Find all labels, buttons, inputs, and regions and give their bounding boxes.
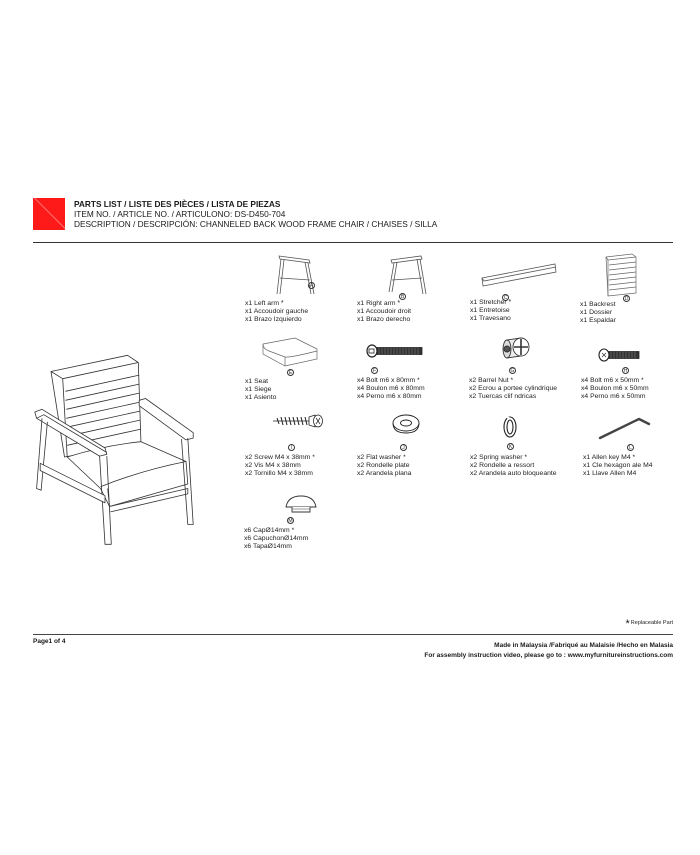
part-label-es: x1 Travesano bbox=[470, 315, 511, 323]
part-letter-a: A bbox=[309, 283, 314, 289]
part-label-fr: x2 Ecrou a portee cylindrique bbox=[469, 385, 558, 393]
part-label-en: x2 Spring washer * bbox=[470, 454, 528, 461]
part-label-en: x4 Bolt m6 x 50mm * bbox=[581, 377, 644, 384]
part-label-fr: x4 Boulon m6 x 50mm bbox=[581, 385, 649, 393]
part-label-fr: x1 Accoudoir gauche bbox=[245, 308, 309, 316]
item-description: DESCRIPTION / DESCRIPCIÓN: CHANNELED BACK WOOD FRAME CHAIR / CHAISES / SILLA bbox=[74, 219, 438, 229]
part-letter-g: G bbox=[510, 368, 515, 374]
footer-divider bbox=[33, 634, 673, 635]
part-letter-e: E bbox=[288, 370, 293, 376]
right-arm-icon bbox=[387, 252, 427, 296]
part-letter-c: C bbox=[503, 295, 508, 301]
replaceable-star-icon: * bbox=[625, 618, 630, 630]
part-label-en: x2 Barrel Nut * bbox=[469, 377, 514, 384]
part-letter-k: K bbox=[508, 444, 513, 450]
item-number: ITEM NO. / ARTICLE NO. / ARTICULONO: DS-D450-704 bbox=[74, 209, 286, 219]
stretcher-icon bbox=[480, 260, 560, 290]
part-label-en: x1 Right arm * bbox=[357, 300, 401, 307]
part-label-es: x2 Tornillo M4 x 38mm bbox=[245, 470, 313, 478]
part-label-es: x6 TapaØ14mm bbox=[244, 543, 292, 551]
part-letter-f: F bbox=[372, 368, 377, 374]
brand-logo-square bbox=[33, 198, 65, 230]
left-arm-icon bbox=[275, 252, 315, 296]
part-label-fr: x4 Boulon m6 x 80mm bbox=[357, 385, 425, 393]
part-letter-b: B bbox=[400, 294, 405, 300]
parts-list-title: PARTS LIST / LISTE DES PIÈCES / LISTA DE PIEZAS bbox=[74, 199, 281, 209]
part-label-es: x1 Espaldar bbox=[580, 317, 616, 325]
spring-washer-icon bbox=[501, 415, 519, 439]
backrest-icon bbox=[604, 253, 640, 297]
part-label-fr: x1 Accoudoir droit bbox=[357, 308, 412, 316]
part-letter-h: H bbox=[623, 368, 628, 374]
chair-illustration bbox=[33, 338, 213, 558]
part-letter-m: M bbox=[288, 518, 293, 524]
assembly-video-link[interactable]: For assembly instruction video, please go to : www.myfurnitureinstructions.com bbox=[424, 652, 673, 659]
part-label-fr: x1 Entretoise bbox=[470, 307, 510, 315]
part-letter-l: L bbox=[627, 444, 634, 451]
part-label-es: x2 Tuercas clif ndricas bbox=[469, 393, 537, 401]
part-label-es: x2 Arandela plana bbox=[357, 470, 412, 478]
page-indicator: Page1 of 4 bbox=[33, 638, 66, 645]
replaceable-part-note: *Replaceable Part bbox=[625, 618, 673, 630]
part-label-en: x1 Backrest bbox=[580, 301, 616, 308]
seat-icon bbox=[259, 335, 319, 369]
header-divider bbox=[33, 242, 673, 243]
bolt-80mm-icon bbox=[365, 344, 425, 358]
part-letter-j: J bbox=[400, 444, 407, 451]
part-label-es: x1 Brazo Izquierdo bbox=[245, 316, 302, 324]
part-label-es: x4 Perno m6 x 80mm bbox=[357, 393, 422, 401]
part-label-fr: x1 Siege bbox=[245, 386, 272, 394]
part-label-en: x4 Bolt m6 x 80mm * bbox=[357, 377, 420, 384]
bolt-50mm-icon bbox=[597, 348, 641, 362]
part-label-en: x1 Stretcher * bbox=[470, 299, 512, 306]
allen-key-icon bbox=[597, 414, 653, 442]
made-in-text: Made in Malaysia /Fabriqué au Malaisie /Hecho en Malasia bbox=[494, 642, 673, 649]
part-label-es: x2 Arandela auto bloqueante bbox=[470, 470, 557, 478]
part-label-en: x1 Left arm * bbox=[245, 300, 284, 307]
part-label-fr: x1 Dossier bbox=[580, 309, 613, 317]
part-label-es: x1 Brazo derecho bbox=[357, 316, 411, 324]
part-label-fr: x1 Cle hexagon ale M4 bbox=[583, 462, 653, 470]
part-label-en: x1 Allen key M4 * bbox=[583, 454, 636, 461]
part-label-fr: x6 CapuchonØ14mm bbox=[244, 535, 309, 543]
screw-icon bbox=[271, 413, 325, 429]
part-label-en: x1 Seat bbox=[245, 378, 269, 385]
cap-icon bbox=[284, 494, 318, 514]
part-label-es: x1 Llave Allen M4 bbox=[583, 470, 637, 478]
part-label-es: x4 Perno m6 x 50mm bbox=[581, 393, 646, 401]
part-label-en: x6 CapØ14mm * bbox=[244, 527, 295, 534]
part-label-fr: x2 Rondelle plate bbox=[357, 462, 410, 470]
part-label-es: x1 Asiento bbox=[245, 394, 277, 402]
flat-washer-icon bbox=[391, 412, 421, 436]
part-label-fr: x2 Rondelle a ressort bbox=[470, 462, 535, 470]
part-label-en: x2 Screw M4 x 38mm * bbox=[245, 454, 315, 461]
part-label-fr: x2 Vis M4 x 38mm bbox=[245, 462, 301, 470]
part-label-en: x2 Flat washer * bbox=[357, 454, 406, 461]
part-letter-d: D bbox=[624, 296, 629, 302]
part-letter-i: I bbox=[288, 444, 295, 451]
barrel-nut-icon bbox=[501, 334, 531, 360]
